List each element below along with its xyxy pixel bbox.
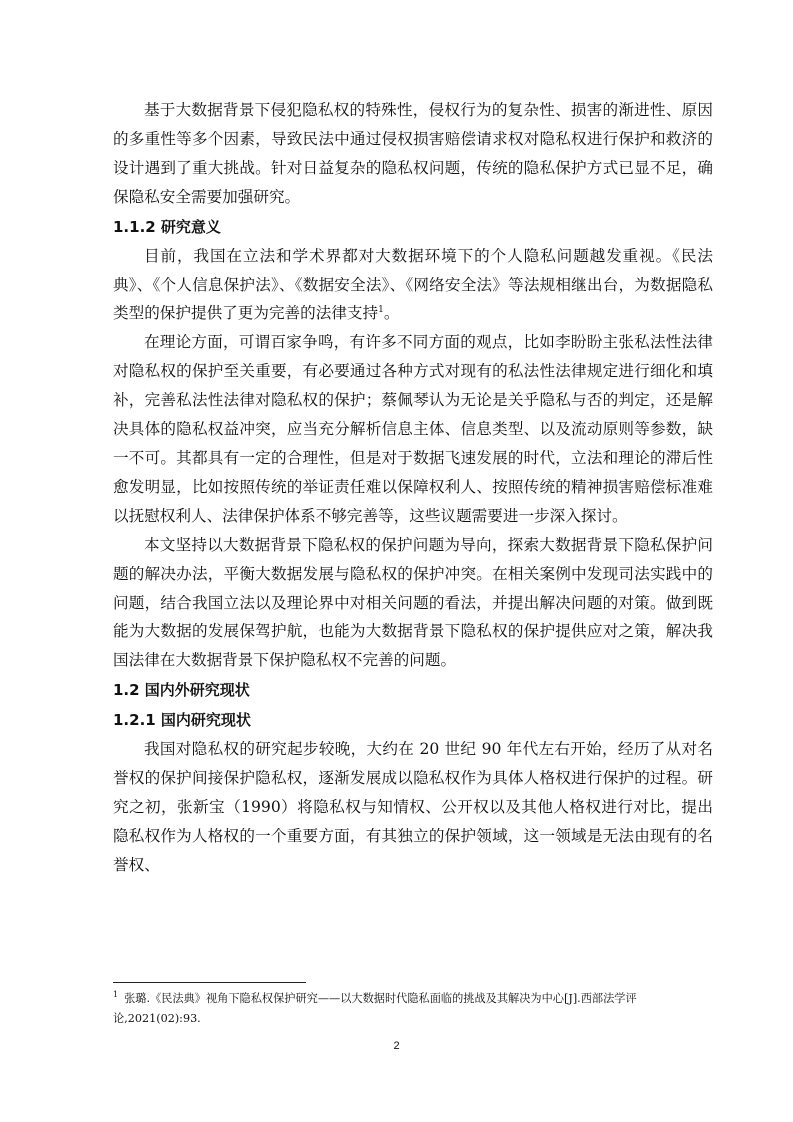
- paragraph-2-text: 目前，我国在立法和学术界都对大数据环境下的个人隐私问题越发重视。《民法典》、《个人信息保护法》、《数据安全法》、《网络安全法》等法规相继出台，为数据隐私类型的保护提供了更为完善的法律支持: [113, 246, 713, 323]
- section-heading-1-2-1: 1.2.1 国内研究现状: [113, 711, 251, 730]
- paragraph-3: 在理论方面，可谓百家争鸣，有许多不同方面的观点，比如李盼盼主张私法性法律对隐私权的保护至关重要，有必要通过各种方式对现有的私法性法律规定进行细化和填补，完善私法性法律对隐私权的保护；蔡佩琴认为无论是关乎隐私与否的判定，还是解决具体的隐私权益冲突，应当充分解析信息主体、信息类型、以及流动原则等参数，缺一不可。其都具有一定的合理性，但是对于数据飞速发展的时代，立法和理论的滞后性愈发明显，比如按照传统的举证责任难以保障权利人、按照传统的精神损害赔偿标准难以抚慰权利人、法律保护体系不够完善等，这些议题需要进一步深入探讨。: [113, 333, 713, 525]
- section-heading-1-1-2: 1.1.2 研究意义: [113, 217, 221, 236]
- footnote-text: 张璐.《民法典》视角下隐私权保护研究——以大数据时代隐私面临的挑战及其解决为中心[J].西部法学评论,2021(02):93.: [113, 992, 637, 1025]
- footnote-mark: 1: [113, 990, 119, 1000]
- section-heading-1-2: 1.2 国内外研究现状: [113, 681, 250, 700]
- page-number: 2: [393, 1040, 400, 1052]
- paragraph-2: [113, 242, 713, 329]
- paragraph-5: 我国对隐私权的研究起步较晚，大约在 20 世纪 90 年代左右开始，经历了从对名誉权的保护间接保护隐私权，逐渐发展成以隐私权作为具体人格权进行保护的过程。研究之初，张新宝（1990）将隐私权与知情权、公开权以及其他人格权进行对比，提出隐私权作为人格权的一个重要方面，有其独立的保护领域，这一领域是无法由现有的名誉权、: [113, 740, 713, 874]
- paragraph-2-end: 。: [383, 304, 400, 323]
- body-text: [113, 96, 713, 880]
- footnote-divider: [113, 982, 306, 983]
- footnote-reference[interactable]: 1: [378, 305, 384, 316]
- footnote: [113, 989, 713, 1029]
- paragraph-1: 基于大数据背景下侵犯隐私权的特殊性，侵权行为的复杂性、损害的渐进性、原因的多重性等多个因素，导致民法中通过侵权损害赔偿请求权对隐私权进行保护和救济的设计遇到了重大挑战。针对日益复杂的隐私权问题，传统的隐私保护方式已显不足，确保隐私安全需要加强研究。: [113, 101, 713, 206]
- paragraph-4: 本文坚持以大数据背景下隐私权的保护问题为导向，探索大数据背景下隐私保护问题的解决办法，平衡大数据发展与隐私权的保护冲突。在相关案例中发现司法实践中的问题，结合我国立法以及理论界中对相关问题的看法，并提出解决问题的对策。做到既能为大数据的发展保驾护航，也能为大数据背景下隐私权的保护提供应对之策，解决我国法律在大数据背景下保护隐私权不完善的问题。: [113, 535, 713, 670]
